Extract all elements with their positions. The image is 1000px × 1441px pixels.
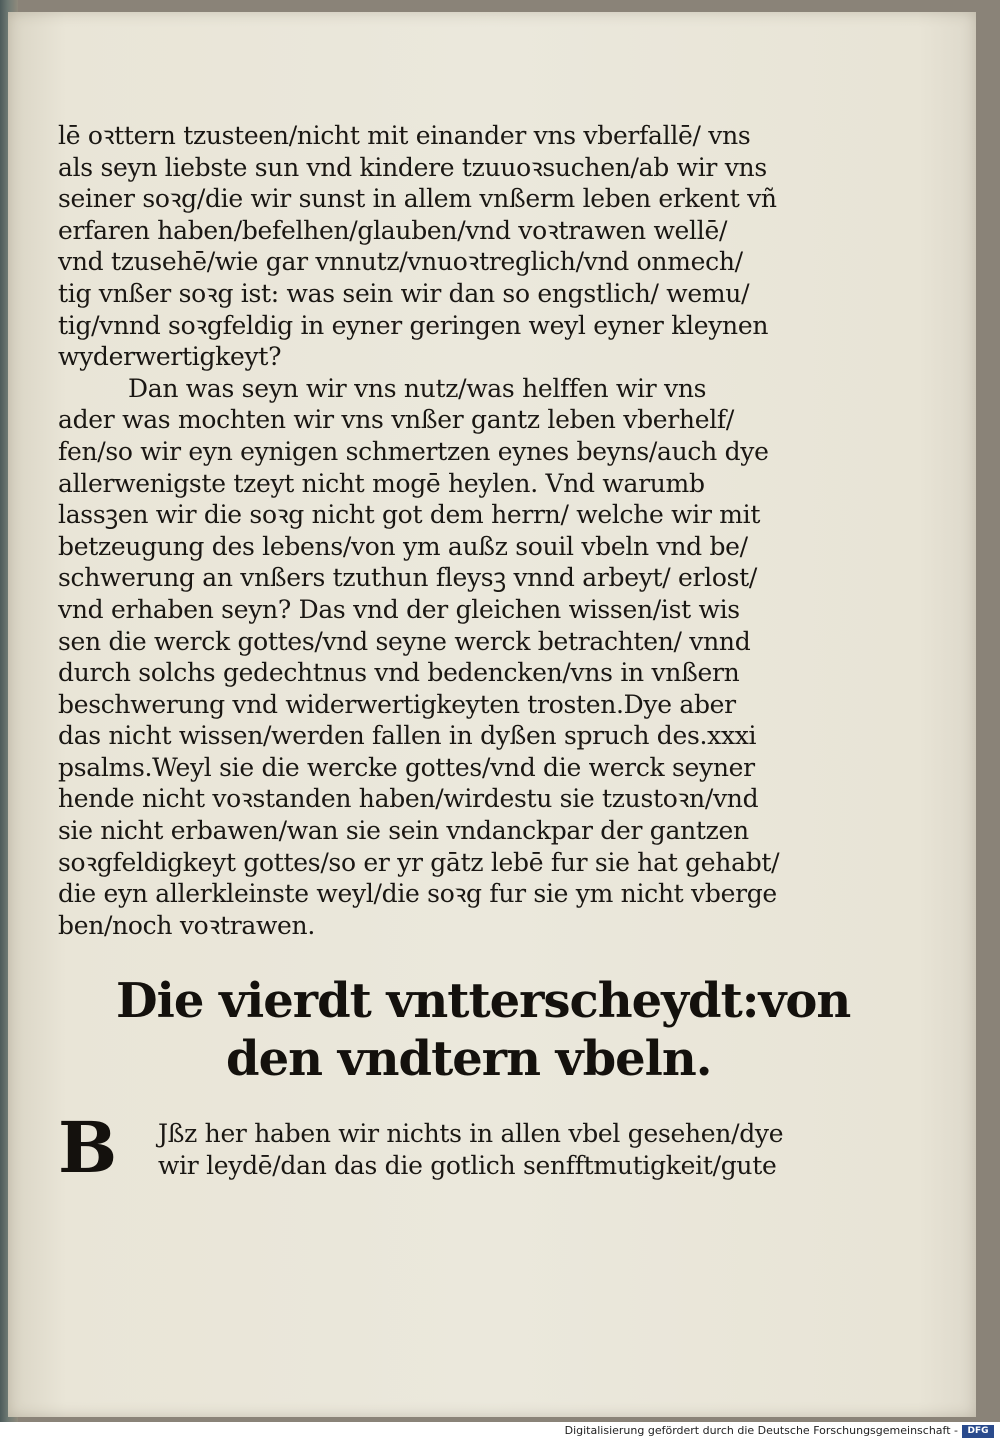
text-line: lassꝫen wir die soꝛg nicht got dem herrn/ welche wir mit [58, 500, 761, 530]
text-line: seiner soꝛg/die wir sunst in allem vnßerm leben erkent vñ [58, 184, 777, 214]
footer-bar [0, 1422, 1000, 1441]
book-page [8, 12, 976, 1417]
text-line: erfaren haben/befelhen/glauben/vnd voꝛtrawen wellē/ [58, 215, 728, 245]
text-line: die eyn allerkleinste weyl/die soꝛg fur sie ym nicht vberge [58, 879, 777, 909]
text-line: Dan was seyn wir vns nutz/was helffen wir vns [128, 373, 707, 403]
text-line: vnd erhaben seyn? Das vnd der gleichen wissen/ist wis [58, 594, 740, 624]
text-line: ader was mochten wir vns vnßer gantz leben vberhelf/ [58, 405, 734, 435]
text-line: vnd tzusehē/wie gar vnnutz/vnuoꝛtreglich/vnd onmech/ [58, 247, 743, 277]
text-line: das nicht wissen/werden fallen in dyßen spruch des.xxxi [58, 721, 757, 751]
text-line: beschwerung vnd widerwertigkeyten trosten.Dye aber [58, 689, 736, 719]
text-line: Jßz her haben wir nichts in allen vbel gesehen/dye [158, 1119, 784, 1148]
dfg-logo-icon[interactable]: DFG [962, 1425, 994, 1438]
text-line: psalms.Weyl sie die wercke gottes/vnd die werck seyner [58, 752, 755, 782]
heading-line: Die vierdt vntterscheydt:von [116, 973, 851, 1029]
text-line: als seyn liebste sun vnd kindere tzuuoꝛsuchen/ab wir vns [58, 152, 767, 182]
text-line: fen/so wir eyn eynigen schmertzen eynes beyns/auch dye [58, 436, 769, 466]
funding-credit: Digitalisierung gefördert durch die Deutsche Forschungsgemeinschaft - [564, 1424, 958, 1437]
drop-cap-initial: B [58, 1106, 118, 1189]
text-line: durch solchs gedechtnus vnd bedencken/vns in vnßern [58, 658, 740, 688]
text-line: soꝛgfeldigkeyt gottes/so er yr gātz lebē fur sie hat gehabt/ [58, 847, 780, 877]
section-heading [116, 972, 851, 1088]
body-paragraph-1 [58, 120, 778, 941]
text-line: schwerung an vnßers tzuthun fleysꝫ vnnd arbeyt/ erlost/ [58, 563, 758, 593]
body-paragraph-2 [58, 1106, 784, 1189]
text-line: sen die werck gottes/vnd seyne werck betrachten/ vnnd [58, 626, 751, 656]
text-line: tig/vnnd soꝛgfeldig in eyner geringen weyl eyner kleynen [58, 310, 769, 340]
text-line: ben/noch voꝛtrawen. [58, 910, 315, 940]
heading-line: den vndtern vbeln. [226, 1031, 712, 1087]
text-line: betzeugung des lebens/von ym außz souil vbeln vnd be/ [58, 531, 748, 561]
text-line: lē oꝛttern tzusteen/nicht mit einander vns vberfallē/ vns [58, 121, 751, 150]
text-line: wir leydē/dan das die gotlich senfftmutigkeit/gute [158, 1150, 777, 1180]
text-line: tig vnßer soꝛg ist: was sein wir dan so engstlich/ wemu/ [58, 278, 750, 308]
text-line: wyderwertigkeyt? [58, 342, 282, 372]
text-line: hende nicht voꝛstanden haben/wirdestu sie tzustoꝛn/vnd [58, 784, 759, 814]
text-line: sie nicht erbawen/wan sie sein vndanckpar der gantzen [58, 816, 749, 846]
text-line: allerwenigste tzeyt nicht mogē heylen. Vnd warumb [58, 468, 705, 498]
